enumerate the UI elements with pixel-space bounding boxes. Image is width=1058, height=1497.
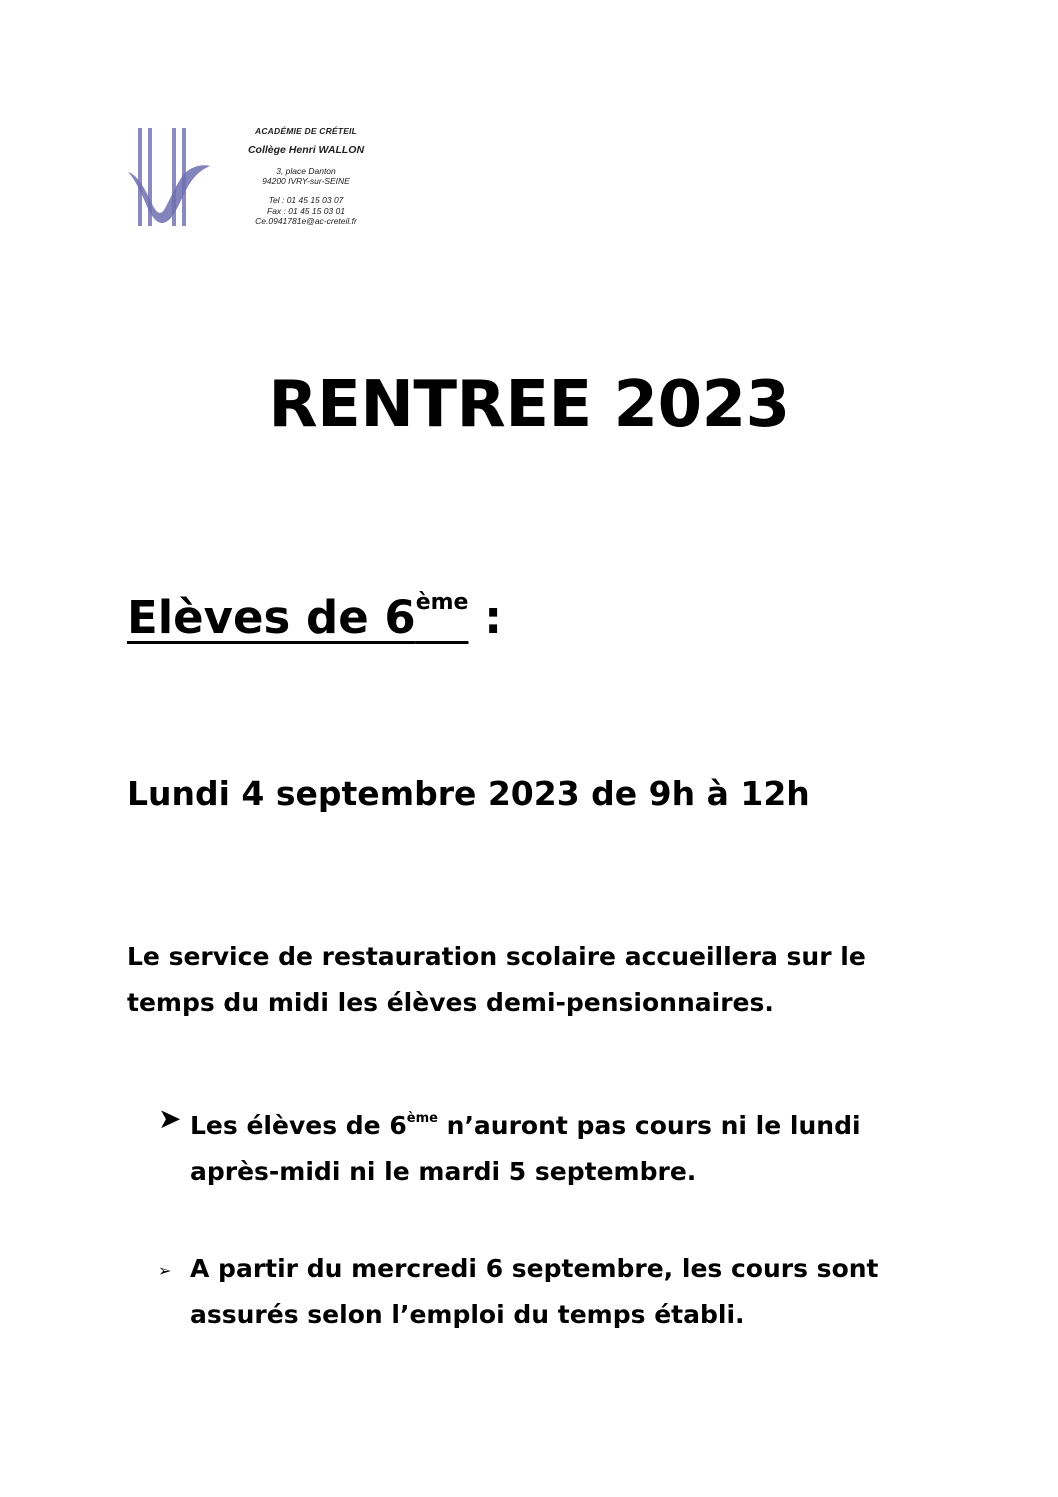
restauration-paragraph: Le service de restauration scolaire accueillera sur le temps du midi les élèves demi-pensionnaires. bbox=[127, 942, 866, 1017]
bullet-1-text-after: n’auront pas cours ni le lundi après-midi ni le mardi 5 septembre. bbox=[190, 1111, 861, 1186]
heading-superscript: ème bbox=[415, 590, 469, 615]
phone-number: Tel : 01 45 15 03 07 bbox=[268, 195, 344, 205]
email-address: Ce.0941781e@ac-creteil.fr bbox=[255, 216, 357, 226]
arrow-bullet-icon: ➢ bbox=[158, 1261, 172, 1280]
letterhead bbox=[126, 122, 386, 247]
section-heading bbox=[127, 590, 502, 644]
bullet-item-2 bbox=[158, 1246, 918, 1346]
fax-number: Fax : 01 45 15 03 01 bbox=[267, 205, 345, 216]
heading-main-text: Elèves de 6 bbox=[127, 591, 416, 644]
college-logo-icon bbox=[126, 126, 212, 230]
arrow-bullet-icon: ➤ bbox=[158, 1102, 182, 1135]
section-heading-underlined bbox=[127, 591, 468, 644]
academie-name: ACADÉMIE DE CRÉTEIL bbox=[254, 126, 358, 136]
college-name: Collège Henri WALLON bbox=[247, 144, 365, 156]
heading-colon: : bbox=[468, 591, 503, 644]
bullet-item-1 bbox=[158, 1096, 918, 1196]
bullet-text-2: A partir du mercredi 6 septembre, les cours sont assurés selon l’emploi du temps établi. bbox=[190, 1254, 879, 1329]
page-title: RENTREE 2023 bbox=[268, 368, 790, 442]
address-line-1: 3, place Danton bbox=[276, 166, 336, 176]
contact-info bbox=[226, 195, 386, 227]
address-line-2: 94200 IVRY-sur-SEINE bbox=[262, 176, 350, 186]
address bbox=[226, 166, 386, 186]
school-info bbox=[226, 122, 386, 227]
bullet-1-superscript: ème bbox=[406, 1111, 438, 1126]
bullet-1-text-before: Les élèves de 6 bbox=[190, 1111, 407, 1140]
date-line: Lundi 4 septembre 2023 de 9h à 12h bbox=[127, 774, 810, 813]
bullet-text-1 bbox=[190, 1096, 910, 1195]
